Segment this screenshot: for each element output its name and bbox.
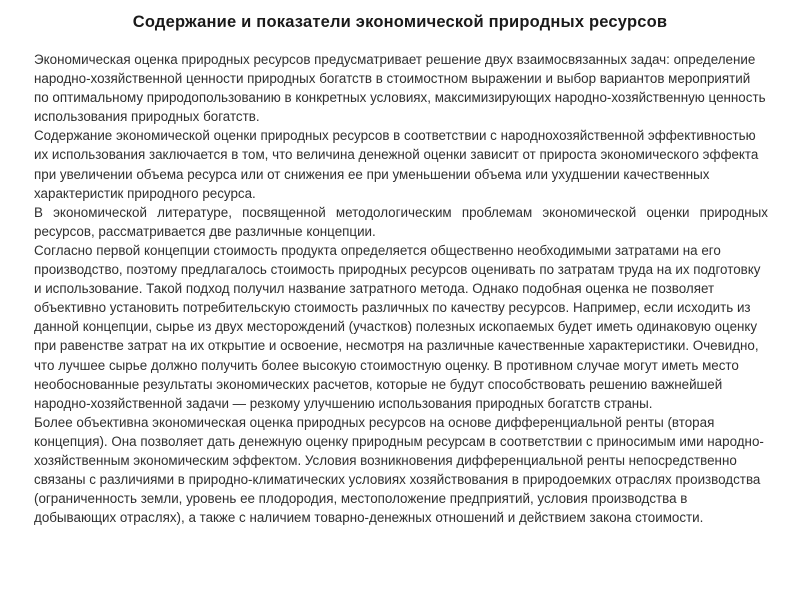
paragraph-content: Содержание экономической оценки природных ресурсов в соответствии с народнохозяйственной эффективностью их использования заключается в том, что величина денежной оценки зависит от прироста экономического эффекта при увеличении объема ресурса или от снижения ее при уменьшении объема или ухудшении качественных характеристик природного ресурса. xyxy=(34,128,759,201)
paragraph-intro: Экономическая оценка природных ресурсов предусматривает решение двух взаимосвязанных задач: определение народно-хозяйственной ценности природных богатств в стоимостном выражении и выбор вариантов мероприятий по оптимальному природопользованию в конкретных условиях, максимизирующих народно-хозяйственную ценность использования природных богатств. xyxy=(34,52,766,125)
paragraph-concepts: В экономической литературе, посвященной методологическим проблемам экономической оценки природных ресурсов, рассматривается две различные концепции. xyxy=(34,204,768,239)
paragraph-second-concept: Более объективна экономическая оценка природных ресурсов на основе дифференциальной ренты (вторая концепция). Она позволяет дать денежную оценку природным ресурсам в соответствии с приносимым ими народно-хозяйственным экономическим эффектом. Условия возникновения дифференциальной ренты непосредственно связаны с различиями в природно-климатических условиях хозяйствования в природоемких отраслях производства (ограниченность земли, уровень ее плодородия, местоположение предприятий, условия производства в добывающих отраслях), а также с наличием товарно-денежных отношений и действием закона стоимости. xyxy=(34,414,764,526)
paragraph-first-concept: Согласно первой концепции стоимость продукта определяется общественно необходимыми затратами на его производство, поэтому предлагалось стоимость природных ресурсов оценивать по затратам труда на их подготовку и использование. Такой подход получил название затратного метода. Однако подобная оценка не позволяет объективно установить потребительскую стоимость различных по качеству ресурсов. Например, если исходить из данной концепции, сырье из двух месторождений (участков) полезных ископаемых будет иметь одинаковую оценку при равенстве затрат на их открытие и освоение, несмотря на различные качественные характеристики. Очевидно, что лучшее сырье должно получить более высокую стоимостную оценку. В противном случае могут иметь место необоснованные результаты экономических расчетов, которые не будут способствовать решению важнейшей народно-хозяйственной задачи — резкому улучшению использования природных богатств страны. xyxy=(34,242,761,411)
page-title: Содержание и показатели экономической природных ресурсов xyxy=(132,13,668,31)
body-text xyxy=(34,50,768,527)
